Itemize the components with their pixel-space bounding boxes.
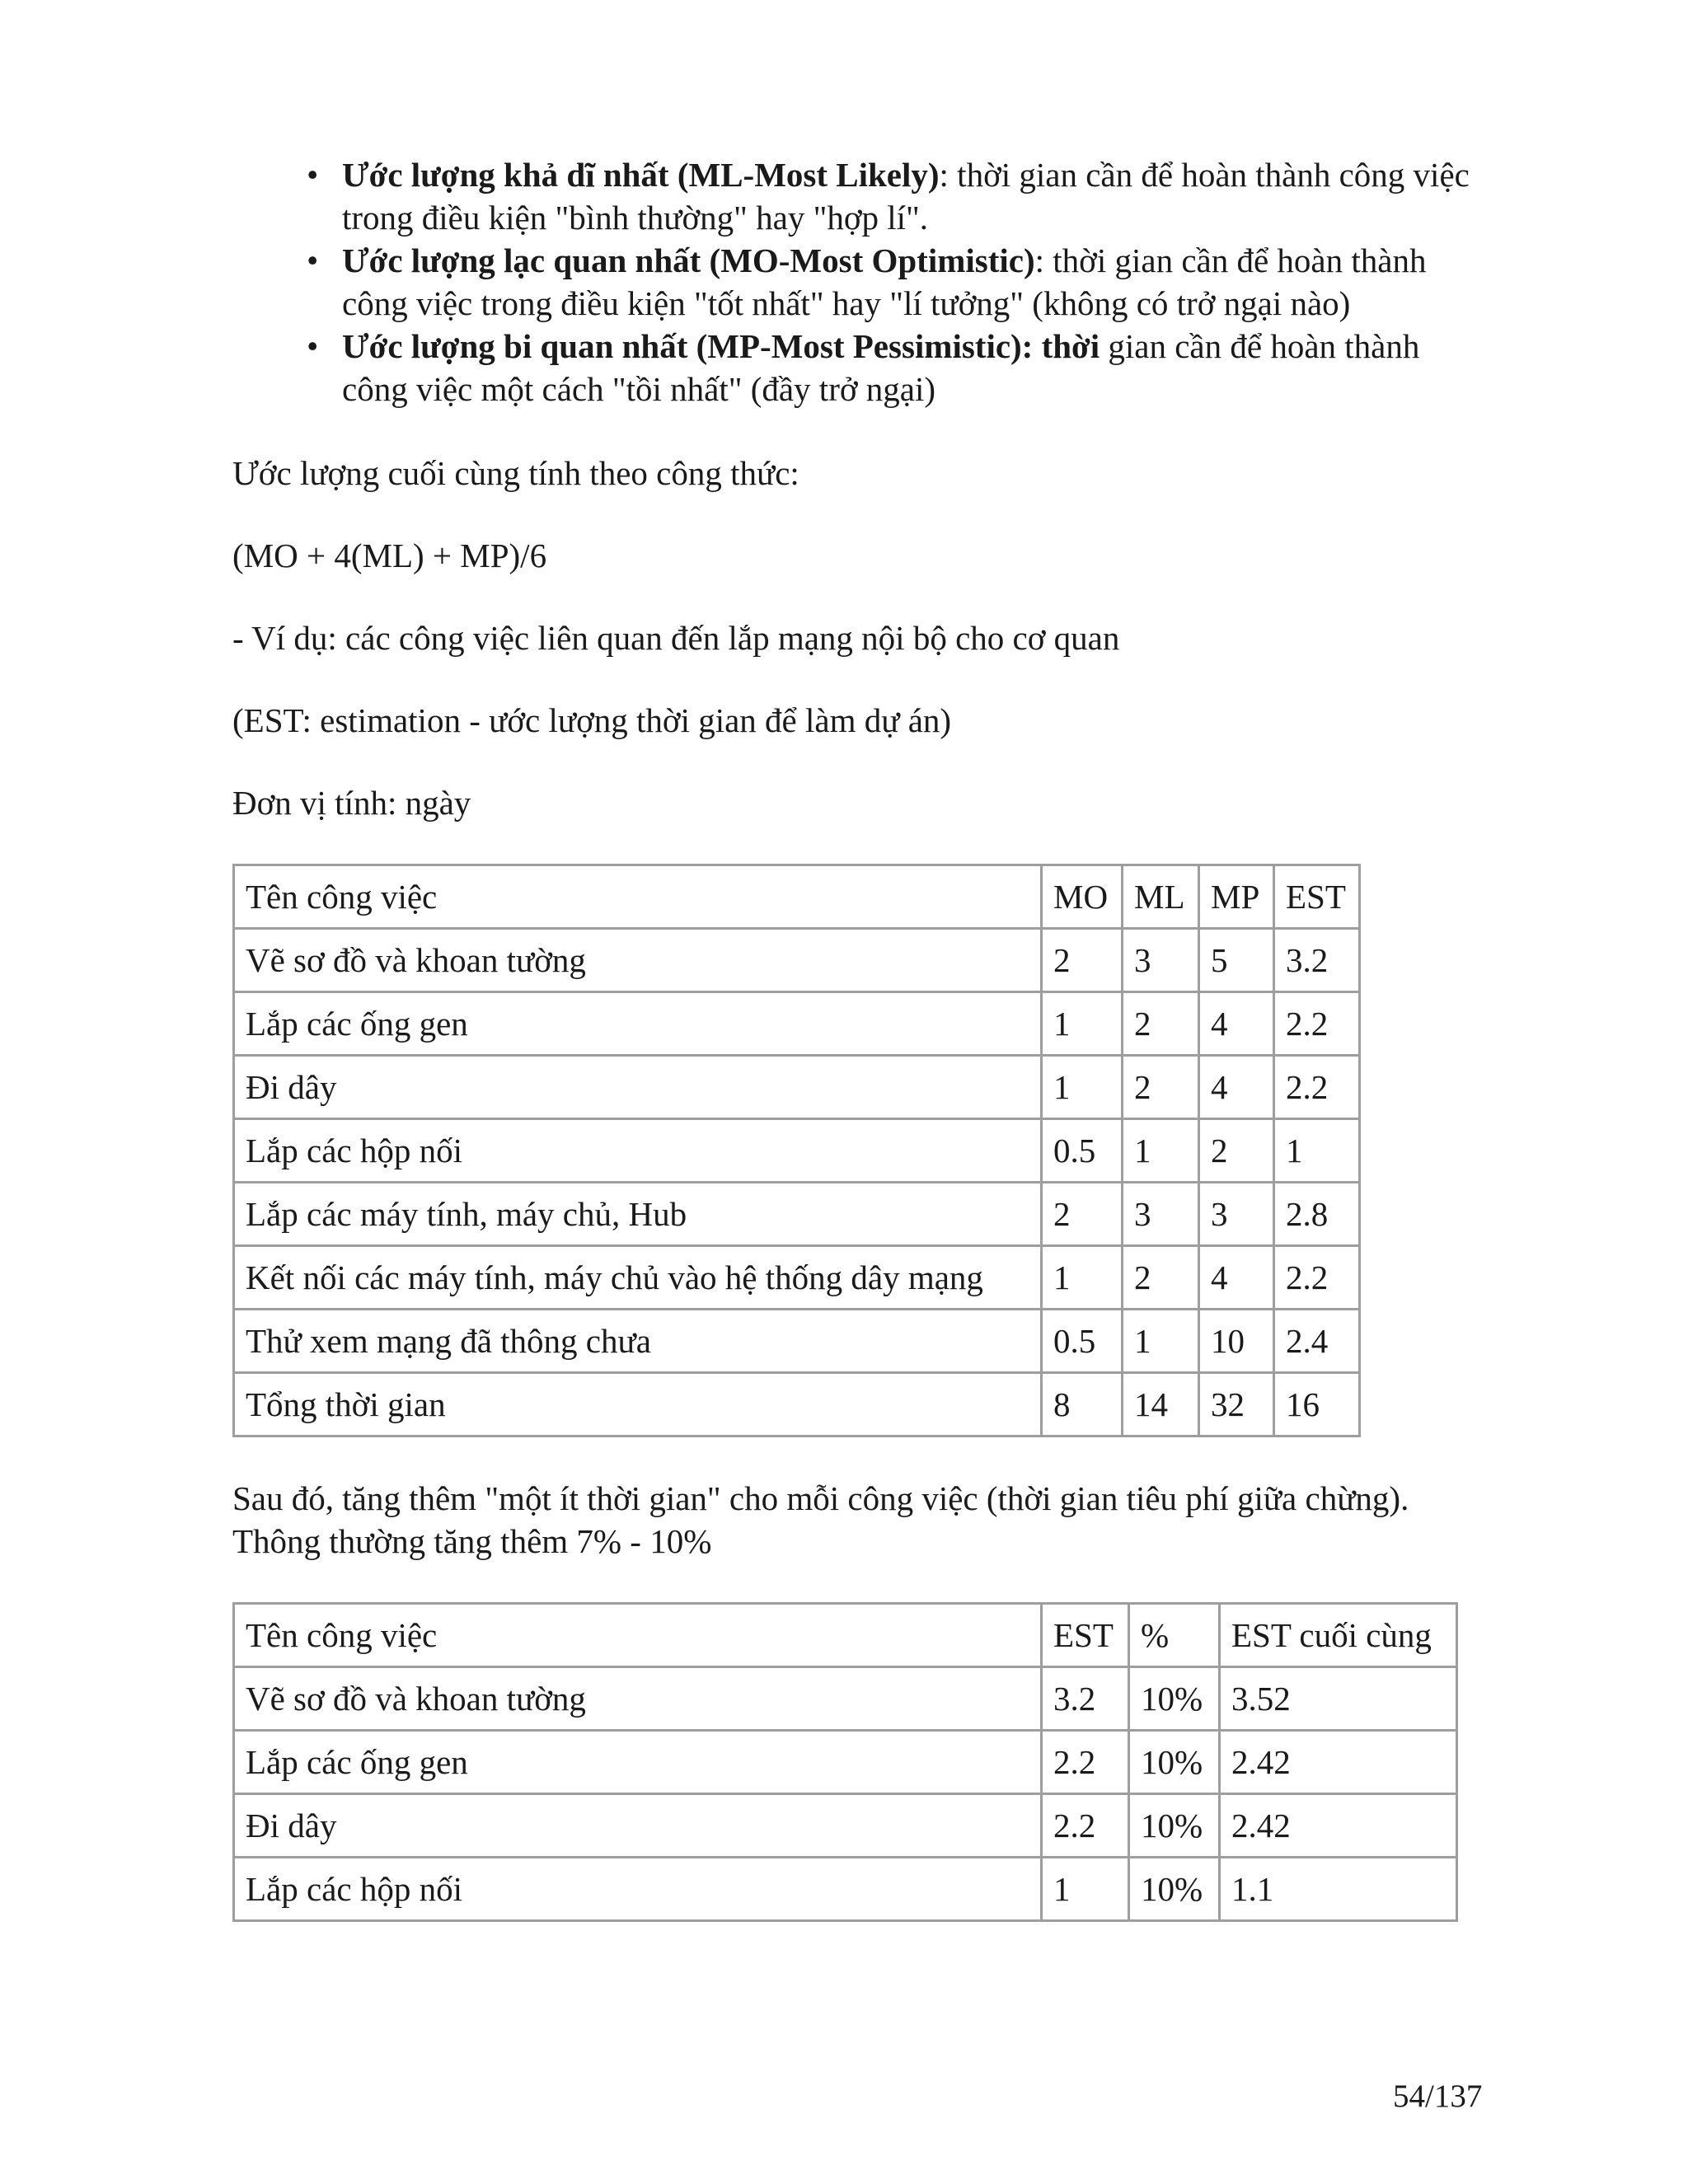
est-cell: 3.2 [1274, 929, 1360, 992]
example-text: - Ví dụ: các công việc liên quan đến lắp mạng nội bộ cho cơ quan [232, 619, 1120, 657]
formula: (MO + 4(ML) + MP)/6 [232, 537, 547, 574]
est-cell: 1 [1042, 1858, 1129, 1921]
ml-cell: 2 [1123, 992, 1199, 1056]
bullet-term: Ước lượng bi quan nhất (MP-Most Pessimistic): thời [342, 327, 1100, 365]
mo-cell: 1 [1042, 992, 1123, 1056]
table-row [234, 1667, 1457, 1731]
ml-cell: 3 [1123, 1183, 1199, 1246]
table-row [234, 1183, 1360, 1246]
mo-cell: 0.5 [1042, 1119, 1123, 1183]
ml-cell: 1 [1123, 1119, 1199, 1183]
header-cell: EST [1042, 1604, 1129, 1667]
buffer-text: Sau đó, tăng thêm "một ít thời gian" cho mỗi công việc (thời gian tiêu phí giữa chừng). Thông thường tăng thêm 7% - 10% [232, 1479, 1409, 1560]
table-row [234, 1119, 1360, 1183]
task-cell: Lắp các ống gen [234, 992, 1042, 1056]
mp-cell: 5 [1199, 929, 1274, 992]
header-cell: EST [1274, 865, 1360, 929]
mp-cell: 32 [1199, 1373, 1274, 1436]
est-cell: 16 [1274, 1373, 1360, 1436]
bullet-glyph: • [307, 241, 319, 279]
mo-cell: 2 [1042, 929, 1123, 992]
task-cell: Lắp các máy tính, máy chủ, Hub [234, 1183, 1042, 1246]
task-cell: Lắp các ống gen [234, 1731, 1042, 1794]
est-cell: 2.2 [1042, 1731, 1129, 1794]
mp-cell: 4 [1199, 1246, 1274, 1310]
table-row [234, 1056, 1360, 1119]
est-cell: 3.2 [1042, 1667, 1129, 1731]
header-cell: EST cuối cùng [1220, 1604, 1457, 1667]
percent-cell: 10% [1129, 1731, 1220, 1794]
task-cell: Vẽ sơ đồ và khoan tường [234, 929, 1042, 992]
table-row [234, 1310, 1360, 1373]
task-cell: Vẽ sơ đồ và khoan tường [234, 1667, 1042, 1731]
percent-cell: 10% [1129, 1794, 1220, 1858]
est-cell: 2.2 [1274, 1056, 1360, 1119]
ml-cell: 2 [1123, 1056, 1199, 1119]
final-est-cell: 3.52 [1220, 1667, 1457, 1731]
task-cell: Tổng thời gian [234, 1373, 1042, 1436]
task-cell: Thử xem mạng đã thông chưa [234, 1310, 1042, 1373]
table-header-row [234, 865, 1360, 929]
header-cell: % [1129, 1604, 1220, 1667]
mp-cell: 10 [1199, 1310, 1274, 1373]
bullet-glyph: • [307, 156, 319, 194]
header-cell: MO [1042, 865, 1123, 929]
table-row [234, 1794, 1457, 1858]
mo-cell: 2 [1042, 1183, 1123, 1246]
est-note: (EST: estimation - ước lượng thời gian để làm dự án) [232, 701, 952, 739]
page-number: 54/137 [1393, 2079, 1483, 2114]
bullet-item-mo [232, 239, 1493, 325]
bullet-definition: : thời gian cần để hoàn thành công việc trong điều kiện "tốt nhất" hay "lí tưởng" (không có trở ngại nào) [342, 241, 1427, 322]
mp-cell: 4 [1199, 992, 1274, 1056]
estimation-table [232, 864, 1361, 1437]
ml-cell: 1 [1123, 1310, 1199, 1373]
est-cell: 2.2 [1274, 1246, 1360, 1310]
est-cell: 2.2 [1042, 1794, 1129, 1858]
table-row [234, 1246, 1360, 1310]
est-cell: 1 [1274, 1119, 1360, 1183]
mp-cell: 4 [1199, 1056, 1274, 1119]
mo-cell: 8 [1042, 1373, 1123, 1436]
bullet-item-mp [232, 325, 1493, 410]
bullet-definition: : thời gian cần để hoàn thành công việc trong điều kiện "bình thường" hay "hợp lí". [342, 156, 1470, 237]
mp-cell: 3 [1199, 1183, 1274, 1246]
bullet-item-ml [232, 153, 1493, 239]
task-cell: Đi dây [234, 1056, 1042, 1119]
percent-cell: 10% [1129, 1667, 1220, 1731]
document-page [232, 153, 1493, 1922]
header-cell: Tên công việc [234, 1604, 1042, 1667]
est-cell: 2.8 [1274, 1183, 1360, 1246]
bullet-glyph: • [307, 327, 319, 365]
ml-cell: 3 [1123, 929, 1199, 992]
bullet-term: Ước lượng lạc quan nhất (MO-Most Optimistic) [342, 241, 1035, 279]
header-cell: Tên công việc [234, 865, 1042, 929]
table-row [234, 1858, 1457, 1921]
bullet-definition: gian cần để hoàn thành công việc một cách "tồi nhất" (đầy trở ngại) [342, 327, 1420, 408]
task-cell: Lắp các hộp nối [234, 1858, 1042, 1921]
table-row [234, 992, 1360, 1056]
mo-cell: 0.5 [1042, 1310, 1123, 1373]
mp-cell: 2 [1199, 1119, 1274, 1183]
est-cell: 2.2 [1274, 992, 1360, 1056]
task-cell: Kết nối các máy tính, máy chủ vào hệ thống dây mạng [234, 1246, 1042, 1310]
final-estimation-table [232, 1602, 1458, 1922]
final-est-cell: 2.42 [1220, 1794, 1457, 1858]
formula-intro: Ước lượng cuối cùng tính theo công thức: [232, 454, 799, 492]
est-cell: 2.4 [1274, 1310, 1360, 1373]
unit-text: Đơn vị tính: ngày [232, 784, 471, 822]
mo-cell: 1 [1042, 1246, 1123, 1310]
table-header-row [234, 1604, 1457, 1667]
bullet-term: Ước lượng khả dĩ nhất (ML-Most Likely) [342, 156, 940, 194]
header-cell: ML [1123, 865, 1199, 929]
task-cell: Đi dây [234, 1794, 1042, 1858]
table-row [234, 1731, 1457, 1794]
ml-cell: 14 [1123, 1373, 1199, 1436]
task-cell: Lắp các hộp nối [234, 1119, 1042, 1183]
table-total-row [234, 1373, 1360, 1436]
table-row [234, 929, 1360, 992]
estimate-bullet-list [232, 153, 1493, 410]
ml-cell: 2 [1123, 1246, 1199, 1310]
percent-cell: 10% [1129, 1858, 1220, 1921]
mo-cell: 1 [1042, 1056, 1123, 1119]
final-est-cell: 2.42 [1220, 1731, 1457, 1794]
header-cell: MP [1199, 865, 1274, 929]
final-est-cell: 1.1 [1220, 1858, 1457, 1921]
